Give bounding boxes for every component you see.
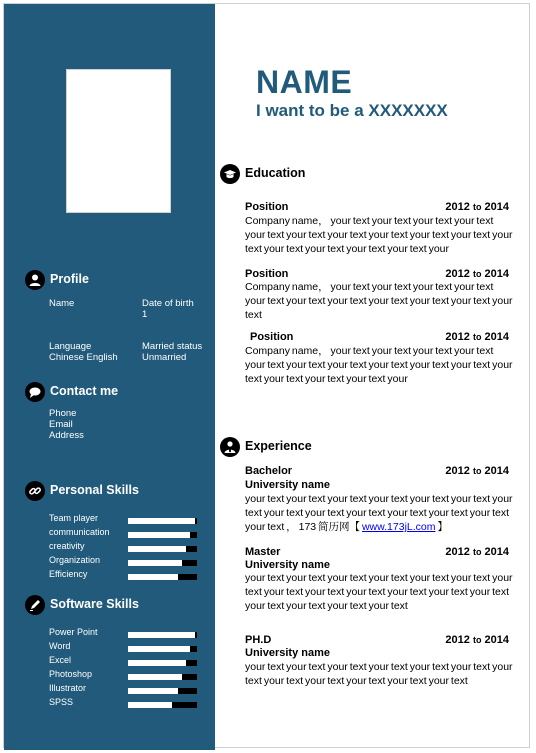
resume-objective: I want to be a XXXXXXX (256, 101, 448, 120)
skill-level-fill (128, 632, 195, 638)
skill-label: communication (49, 527, 110, 537)
skill-level-bar (128, 674, 197, 680)
dob-label: Date of birth (142, 298, 194, 309)
language-value: Chinese English (49, 352, 118, 363)
experience-school: University name (245, 647, 330, 659)
language-label: Language (49, 341, 92, 352)
user-icon (25, 270, 45, 290)
resume-name: NAME (256, 64, 353, 100)
experience-description: your text your text your text your text your text your text your text your text your text your text your text your text (245, 661, 513, 687)
skill-level-bar (128, 532, 197, 538)
experience-degree: Master (245, 546, 281, 558)
education-position: Position (245, 201, 289, 213)
skill-level-fill (128, 574, 178, 580)
skill-level-fill (128, 660, 186, 666)
skill-label: Organization (49, 555, 101, 565)
contact-title: Contact me (50, 384, 119, 398)
skill-level-fill (128, 674, 182, 680)
married-label: Married status (142, 341, 203, 352)
person-tie-icon (220, 437, 240, 457)
education-title: Education (245, 166, 306, 180)
skill-level-fill (128, 532, 190, 538)
experience-date: 2012 to 2014 (445, 465, 509, 477)
skill-label: Excel (49, 655, 72, 665)
education-description: Company name， your text your text your text your text your text your text your text your text your text your text your text your text your text your text your (245, 345, 513, 385)
website-link[interactable]: www.173jL.com (361, 521, 436, 533)
experience-description: your text your text your text your text your text your text your text your text your text your text your text your text your text your text ， 173 简历网【 www.173jL.com 】 (245, 493, 513, 533)
education-position: Position (245, 268, 289, 280)
name-label: Name (49, 298, 75, 309)
skill-level-bar (128, 518, 197, 524)
skill-label: Efficiency (49, 569, 88, 579)
skill-label: Word (49, 641, 71, 651)
experience-degree: Bachelor (245, 465, 293, 477)
skill-level-fill (128, 560, 182, 566)
skill-level-fill (128, 518, 195, 524)
experience-school: University name (245, 559, 330, 571)
skill-label: Power Point (49, 627, 98, 637)
skill-level-bar (128, 560, 197, 566)
education-description: Company name， your text your text your text your text your text your text your text your text your text your text your text your text your text your text your text your (245, 215, 513, 255)
skill-level-bar (128, 632, 197, 638)
software-skills-title: Software Skills (50, 597, 139, 611)
skill-level-bar (128, 702, 197, 708)
skill-level-bar (128, 574, 197, 580)
graduation-cap-icon (220, 164, 240, 184)
skill-level-fill (128, 546, 186, 552)
skill-label: Team player (49, 513, 99, 523)
experience-description: your text your text your text your text your text your text your text your text your text your text your text your text your text your text your text your text your text (245, 572, 513, 612)
skill-label: SPSS (49, 697, 74, 707)
dob-value: 1 (142, 309, 148, 320)
email-label: Email (49, 419, 73, 430)
skill-level-bar (128, 646, 197, 652)
education-date: 2012 to 2014 (445, 268, 509, 280)
chat-icon (25, 382, 45, 402)
experience-title: Experience (245, 439, 312, 453)
skill-level-fill (128, 702, 172, 708)
photo-placeholder (66, 69, 171, 213)
pencil-icon (25, 595, 45, 615)
skill-level-bar (128, 660, 197, 666)
skill-label: Illustrator (49, 683, 87, 693)
skill-level-bar (128, 546, 197, 552)
personal-skills-title: Personal Skills (50, 483, 139, 497)
link-icon (25, 481, 45, 501)
skill-label: Photoshop (49, 669, 93, 679)
experience-degree: PH.D (245, 634, 272, 646)
education-description: Company name， your text your text your text your text your text your text your text your text your text your text your text (245, 281, 513, 321)
skill-label: creativity (49, 541, 85, 551)
skill-level-fill (128, 688, 178, 694)
education-date: 2012 to 2014 (445, 331, 509, 343)
education-date: 2012 to 2014 (445, 201, 509, 213)
profile-title: Profile (50, 272, 89, 286)
phone-label: Phone (49, 408, 77, 419)
married-value: Unmarried (142, 352, 187, 363)
skill-level-bar (128, 688, 197, 694)
experience-school: University name (245, 479, 330, 491)
skill-level-fill (128, 646, 190, 652)
experience-date: 2012 to 2014 (445, 546, 509, 558)
experience-date: 2012 to 2014 (445, 634, 509, 646)
education-position: Position (250, 331, 294, 343)
address-label: Address (49, 430, 84, 441)
